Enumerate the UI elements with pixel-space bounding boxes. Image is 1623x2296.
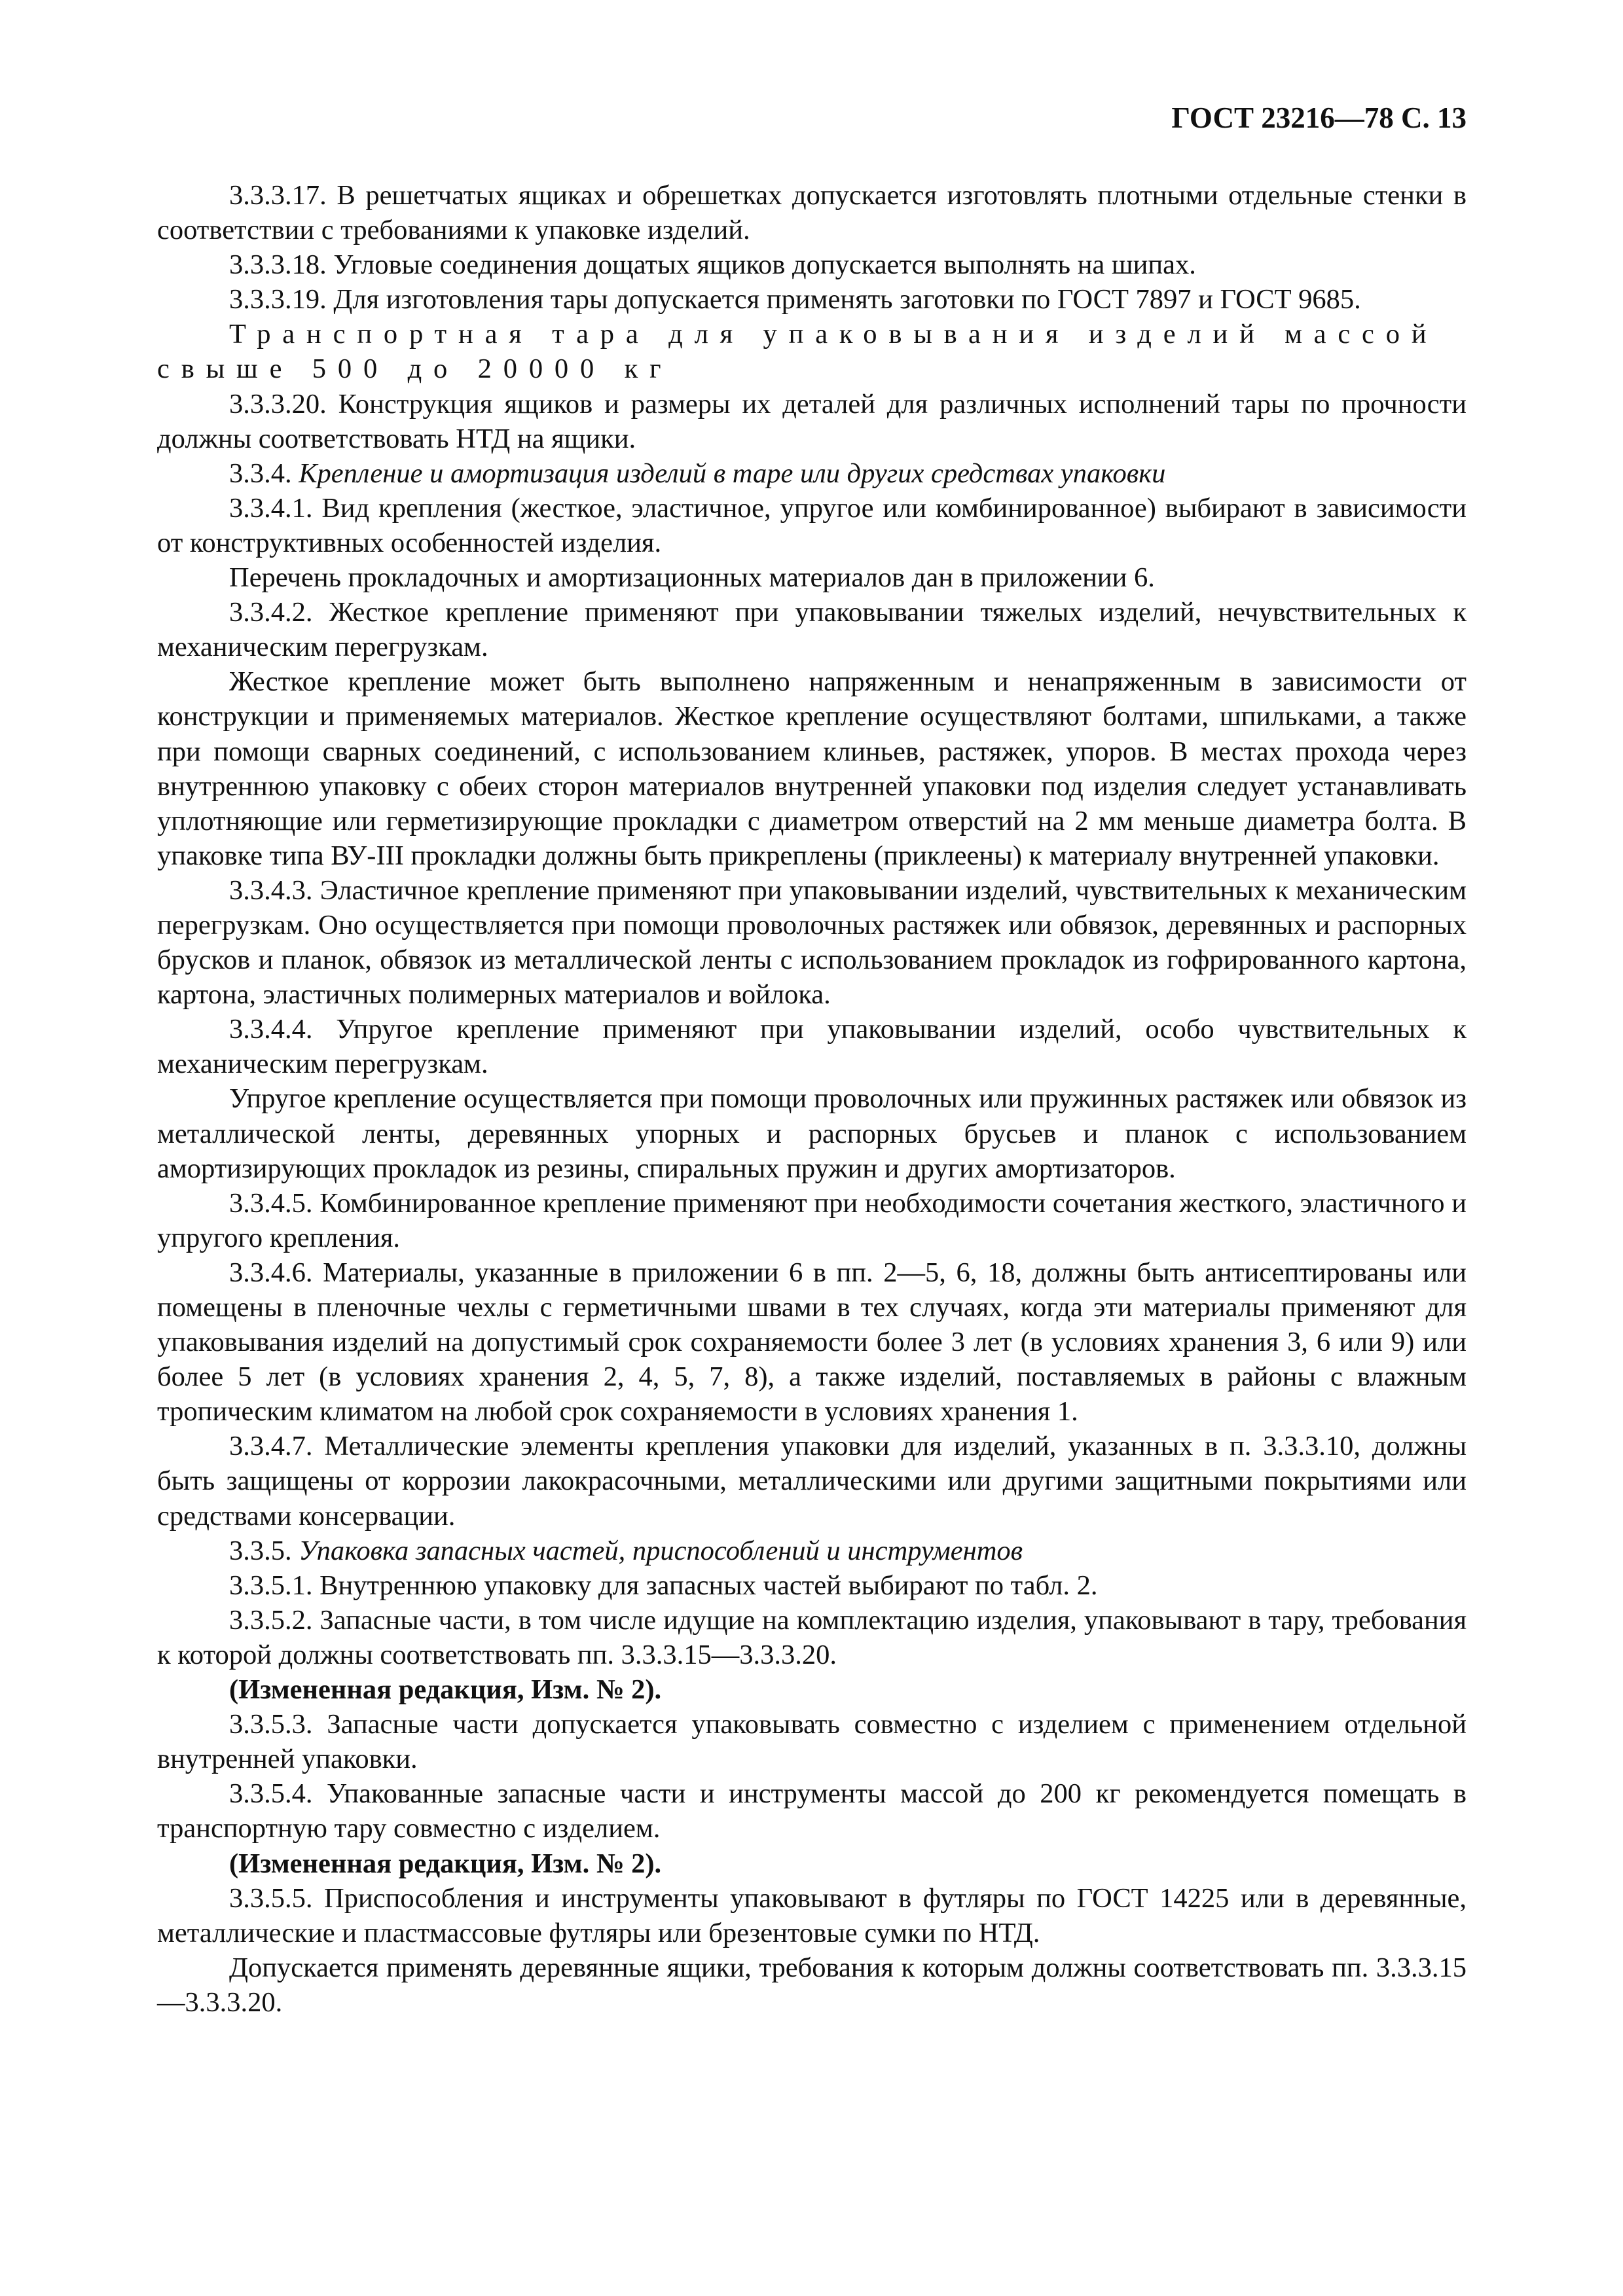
paragraph-3-3-4-2: 3.3.4.2. Жесткое крепление применяют при упаковывании тяжелых изделий, нечувствительных к механическим перегрузкам.: [157, 597, 1467, 663]
section-number: 3.3.5.: [229, 1535, 292, 1566]
paragraph-3-3-5-2: 3.3.5.2. Запасные части, в том числе идущие на комплектацию изделия, упаковывают в тару, требования к которой должны соответствовать пп. 3.3.3.15—3.3.3.20.: [157, 1604, 1467, 1670]
amendment-note: (Измененная редакция, Изм. № 2).: [229, 1674, 662, 1706]
paragraph-3-3-3-20: 3.3.3.20. Конструкция ящиков и размеры их деталей для различных исполнений тары по прочности должны соответствовать НТД на ящики.: [157, 388, 1467, 454]
paragraph-materials-list: Перечень прокладочных и амортизационных материалов дан в приложении 6.: [229, 562, 1155, 594]
subsection-heading-transport-tara: Транспортная тара для упаковывания изделий массой свыше 500 до 20000 кг: [157, 319, 1438, 385]
paragraph-spring-fastening: Упругое крепление осуществляется при помощи проволочных или пружинных растяжек или обвязок из металлической ленты, деревянных упорных и распорных брусьев и планок с использованием амортизирующих прокладок из резины, спиральных пружин и других амортизаторов.: [157, 1083, 1467, 1184]
paragraph-3-3-4-4: 3.3.4.4. Упругое крепление применяют при упаковывании изделий, особо чувствительных к механическим перегрузкам.: [157, 1014, 1467, 1080]
paragraph-wooden-boxes: Допускается применять деревянные ящики, требования к которым должны соответствовать пп. 3.3.3.15—3.3.3.20.: [157, 1952, 1467, 2018]
section-heading-3-3-5: [157, 1534, 1467, 1568]
paragraph-3-3-4-5: 3.3.4.5. Комбинированное крепление применяют при необходимости сочетания жесткого, эластичного и упругого крепления.: [157, 1187, 1467, 1253]
paragraph-3-3-4-6: 3.3.4.6. Материалы, указанные в приложении 6 в пп. 2—5, 6, 18, должны быть антисептированы или помещены в пленочные чехлы с герметичными швами в тех случаях, когда эти материалы применяют для упаковывания изделий на допустимый срок сохраняемости более 3 лет (в условиях хранения 3, 6 или 9) или более 5 лет (в условиях хранения 2, 4, 5, 7, 8), а также изделий, поставляемых в районы с влажным тропическим климатом на любой срок сохраняемости в условиях хранения 1.: [157, 1257, 1467, 1427]
paragraph-3-3-3-17: 3.3.3.17. В решетчатых ящиках и обрешетках допускается изготовлять плотными отдельные стенки в соответствии с требованиями к упаковке изделий.: [157, 180, 1467, 246]
page-header: ГОСТ 23216—78 С. 13: [1171, 101, 1467, 134]
paragraph-3-3-3-19: 3.3.3.19. Для изготовления тары допускается применять заготовки по ГОСТ 7897 и ГОСТ 9685.: [229, 284, 1361, 315]
section-heading-3-3-4: [157, 456, 1467, 491]
paragraph-3-3-5-4: 3.3.5.4. Упакованные запасные части и инструменты массой до 200 кг рекомендуется помещать в транспортную тару совместно с изделием.: [157, 1778, 1467, 1844]
section-number: 3.3.4.: [229, 457, 292, 489]
document-body: [157, 178, 1467, 2020]
paragraph-3-3-4-7: 3.3.4.7. Металлические элементы крепления упаковки для изделий, указанных в п. 3.3.3.10, должны быть защищены от коррозии лакокрасочными, металлическими или другими защитными покрытиями или средствами консервации.: [157, 1431, 1467, 1532]
amendment-note: (Измененная редакция, Изм. № 2).: [229, 1848, 662, 1879]
section-title: Упаковка запасных частей, приспособлений и инструментов: [299, 1535, 1023, 1566]
paragraph-3-3-4-1: 3.3.4.1. Вид крепления (жесткое, эластичное, упругое или комбинированное) выбирают в зависимости от конструктивных особенностей изделия.: [157, 492, 1467, 558]
paragraph-3-3-5-5: 3.3.5.5. Приспособления и инструменты упаковывают в футляры по ГОСТ 14225 или в деревянные, металлические и пластмассовые футляры или брезентовые сумки по НТД.: [157, 1882, 1467, 1948]
paragraph-3-3-5-3: 3.3.5.3. Запасные части допускается упаковывать совместно с изделием с применением отдельной внутренней упаковки.: [157, 1709, 1467, 1775]
paragraph-3-3-3-18: 3.3.3.18. Угловые соединения дощатых ящиков допускается выполнять на шипах.: [229, 249, 1196, 281]
paragraph-3-3-4-3: 3.3.4.3. Эластичное крепление применяют при упаковывании изделий, чувствительных к механическим перегрузкам. Оно осуществляется при помощи проволочных растяжек или обвязок, деревянных и распорных брусков и планок, обвязок из металлической ленты с использованием прокладок из гофрированного картона, картона, эластичных полимерных материалов и войлока.: [157, 874, 1467, 1011]
document-page: [157, 98, 1467, 2020]
paragraph-rigid-fastening: Жесткое крепление может быть выполнено напряженным и ненапряженным в зависимости от конструкции и применяемых материалов. Жесткое крепление осуществляют болтами, шпильками, а также при помощи сварных соединений, с использованием клиньев, растяжек, упоров. В местах прохода через внутреннюю упаковку с обеих сторон материалов внутренней упаковки под изделия следует устанавливать уплотняющие или герметизирующие прокладки с диаметром отверстий на 2 мм меньше диаметра болта. В упаковке типа ВУ-III прокладки должны быть прикреплены (приклеены) к материалу внутренней упаковки.: [157, 666, 1467, 871]
section-title: Крепление и амортизация изделий в таре или других средствах упаковки: [299, 457, 1166, 489]
paragraph-3-3-5-1: 3.3.5.1. Внутреннюю упаковку для запасных частей выбирают по табл. 2.: [229, 1570, 1098, 1601]
